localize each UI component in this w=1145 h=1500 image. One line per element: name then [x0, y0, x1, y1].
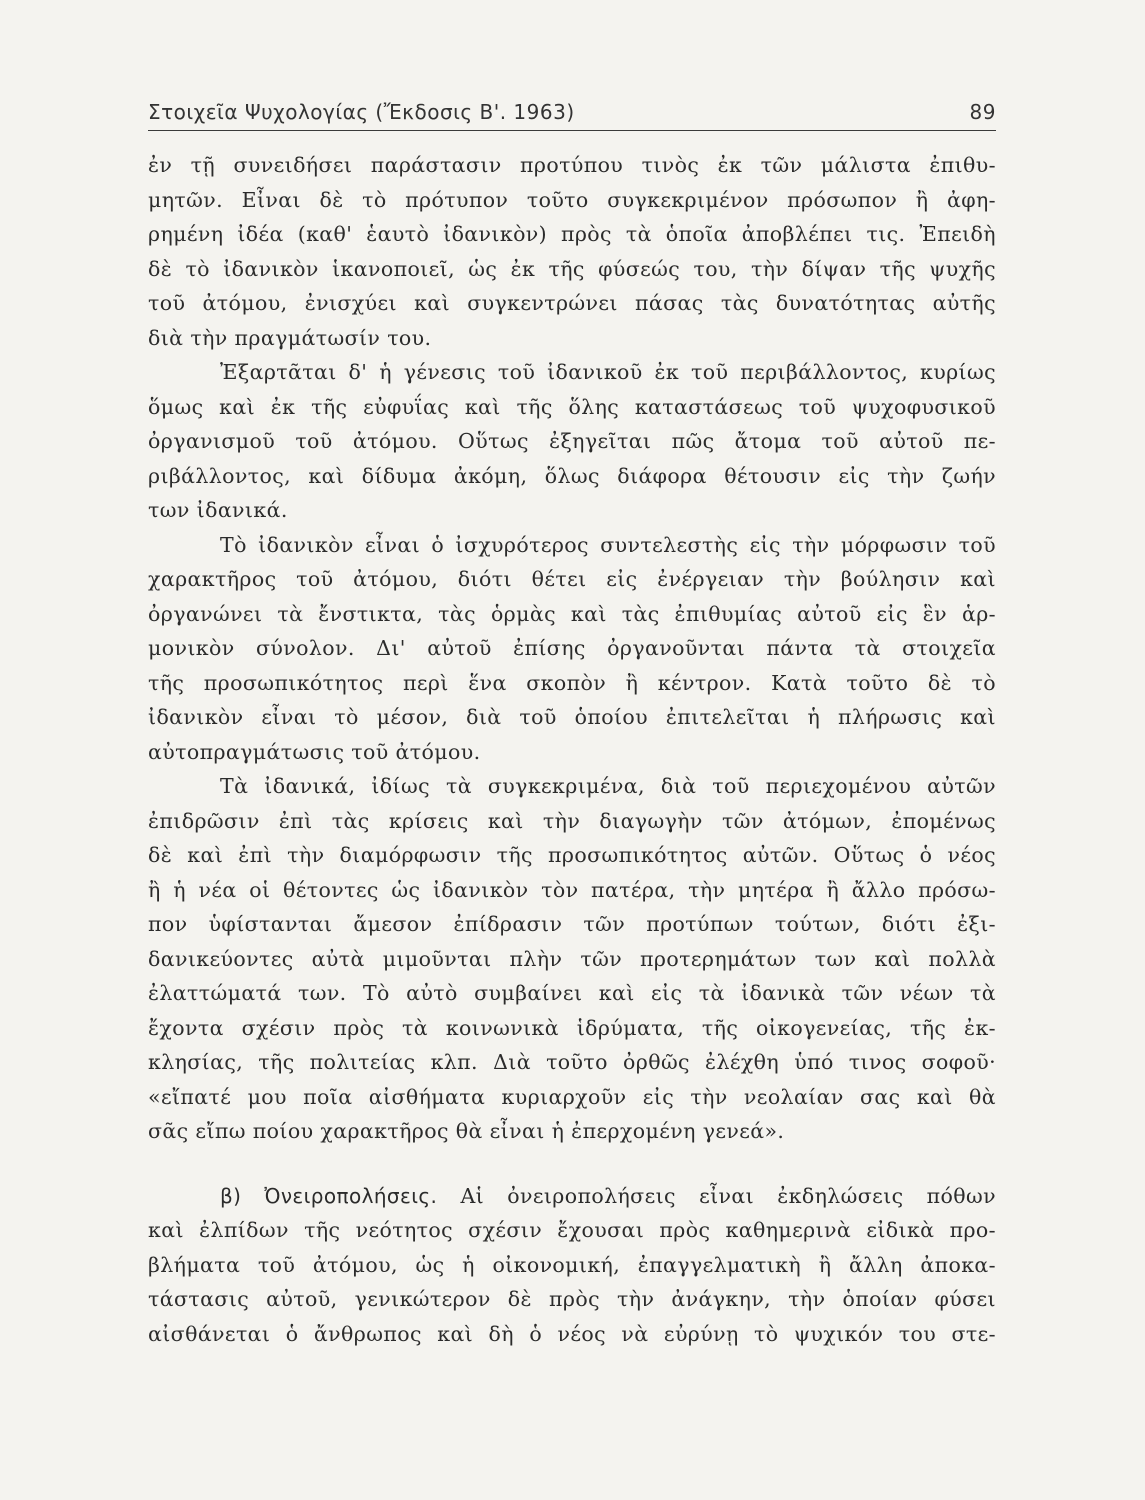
section-heading: β) Ὀνειροπολήσεις.	[220, 1183, 438, 1208]
text-line: καὶ ἐλπίδων τῆς νεότητος σχέσιν ἔχουσαι πρὸς καθημερινὰ εἰδικὰ προ-	[148, 1218, 996, 1242]
text-line: ἐν τῇ συνειδήσει παράστασιν προτύπου τινὸς ἐκ τῶν μάλιστα ἐπιθυ-	[148, 153, 996, 177]
text-line: μητῶν. Εἶναι δὲ τὸ πρότυπον τοῦτο συγκεκριμένον πρόσωπον ἢ ἀφη-	[148, 187, 996, 212]
text-line: Τὰ ἰδανικά, ἰδίως τὰ συγκεκριμένα, διὰ τοῦ περιεχομένου αὐτῶν	[220, 774, 996, 798]
text-line: ὀργανώνει τὰ ἔνστικτα, τὰς ὁρμὰς καὶ τὰς ἐπιθυμίας αὐτοῦ εἰς ἓν ἁρ-	[148, 601, 996, 626]
text-line: δὲ καὶ ἐπὶ τὴν διαμόρφωσιν τῆς προσωπικότητος αὐτῶν. Οὕτως ὁ νέος	[148, 843, 996, 867]
text-line: κλησίας, τῆς πολιτείας κλπ. Διὰ τοῦτο ὀρθῶς ἐλέχθη ὑπό τινος σοφοῦ·	[148, 1050, 996, 1074]
text-line: ριβάλλοντος, καὶ δίδυμα ἀκόμη, ὅλως διάφορα θέτουσιν εἰς τὴν ζωήν	[148, 463, 996, 488]
text-line: δὲ τὸ ἰδανικὸν ἱκανοποιεῖ, ὡς ἐκ τῆς φύσεώς του, τὴν δίψαν τῆς ψυχῆς	[148, 256, 996, 281]
text-line: αὐτοπραγμάτωσις τοῦ ἀτόμου.	[148, 739, 481, 764]
text-line: χαρακτῆρος τοῦ ἀτόμου, διότι θέτει εἰς ἐνέργειαν τὴν βούλησιν καὶ	[148, 567, 996, 591]
text-line: σᾶς εἴπω ποίου χαρακτῆρος θὰ εἶναι ἡ ἐπερχομένη γενεά».	[148, 1119, 785, 1143]
page-number: 89	[969, 100, 996, 124]
text-line: Ἐξαρτᾶται δ' ἡ γένεσις τοῦ ἰδανικοῦ ἐκ τοῦ περιβάλλοντος, κυρίως	[220, 360, 996, 384]
section-spacer	[148, 1149, 996, 1179]
text-line: ὀργανισμοῦ τοῦ ἀτόμου. Οὕτως ἐξηγεῖται πῶς ἄτομα τοῦ αὐτοῦ πε-	[148, 429, 996, 453]
paragraph-1	[148, 148, 996, 355]
text-line: των ἰδανικά.	[148, 498, 288, 522]
text-line: αἰσθάνεται ὁ ἄνθρωπος καὶ δὴ ὁ νέος νὰ εὐρύνῃ τὸ ψυχικόν του στε-	[148, 1321, 996, 1346]
paragraph-2	[148, 355, 996, 528]
text-line: ρημένη ἰδέα (καθ' ἑαυτὸ ἰδανικὸν) πρὸς τὰ ὁποῖα ἀποβλέπει τις. Ἐπειδὴ	[148, 222, 996, 246]
text-line: ὅμως καὶ ἐκ τῆς εὐφυΐας καὶ τῆς ὅλης καταστάσεως τοῦ ψυχοφυσικοῦ	[148, 394, 996, 419]
paragraph-4	[148, 769, 996, 1149]
text-line: ἐλαττώματά των. Τὸ αὐτὸ συμβαίνει καὶ εἰς τὰ ἰδανικὰ τῶν νέων τὰ	[148, 981, 996, 1005]
text-line: «εἴπατέ μου ποῖα αἰσθήματα κυριαρχοῦν εἰς τὴν νεολαίαν σας καὶ θὰ	[148, 1084, 996, 1109]
running-title: Στοιχεῖα Ψυχολογίας (Ἔκδοσις Β'. 1963)	[148, 100, 575, 124]
text-line: μονικὸν σύνολον. Δι' αὐτοῦ ἐπίσης ὀργανοῦνται πάντα τὰ στοιχεῖα	[148, 636, 996, 660]
text-line: ἔχοντα σχέσιν πρὸς τὰ κοινωνικὰ ἱδρύματα, τῆς οἰκογενείας, τῆς ἐκ-	[148, 1015, 996, 1040]
body-text	[148, 148, 996, 1351]
text-line: τάστασις αὐτοῦ, γενικώτερον δὲ πρὸς τὴν ἀνάγκην, τὴν ὁποίαν φύσει	[148, 1287, 996, 1311]
text-line: διὰ τὴν πραγμάτωσίν του.	[148, 325, 432, 350]
text-line: Τὸ ἰδανικὸν εἶναι ὁ ἰσχυρότερος συντελεστὴς εἰς τὴν μόρφωσιν τοῦ	[220, 532, 996, 557]
text-line: δανικεύοντες αὐτὰ μιμοῦνται πλὴν τῶν προτερημάτων των καὶ πολλὰ	[148, 946, 996, 971]
text-line: τοῦ ἀτόμου, ἐνισχύει καὶ συγκεντρώνει πάσας τὰς δυνατότητας αὐτῆς	[148, 291, 996, 315]
section-first-line: Αἱ ὀνειροπολήσεις εἶναι ἐκδηλώσεις πόθων	[460, 1183, 996, 1208]
text-line: τῆς προσωπικότητος περὶ ἕνα σκοπὸν ἢ κέντρον. Κατὰ τοῦτο δὲ τὸ	[148, 670, 996, 695]
text-line: ἢ ἡ νέα οἱ θέτοντες ὡς ἰδανικὸν τὸν πατέρα, τὴν μητέρα ἢ ἄλλο πρόσω-	[148, 877, 996, 902]
text-line	[148, 1179, 996, 1214]
section-paragraph	[148, 1179, 996, 1352]
paragraph-3	[148, 528, 996, 770]
text-line: πον ὑφίστανται ἄμεσον ἐπίδρασιν τῶν προτύπων τούτων, διότι ἐξι-	[148, 912, 996, 936]
running-header	[148, 96, 996, 131]
text-line: ἐπιδρῶσιν ἐπὶ τὰς κρίσεις καὶ τὴν διαγωγὴν τῶν ἀτόμων, ἐπομένως	[148, 808, 996, 833]
text-line: βλήματα τοῦ ἀτόμου, ὡς ἡ οἰκονομική, ἐπαγγελματικὴ ἢ ἄλλη ἀποκα-	[148, 1252, 996, 1277]
text-line: ἰδανικὸν εἶναι τὸ μέσον, διὰ τοῦ ὁποίου ἐπιτελεῖται ἡ πλήρωσις καὶ	[148, 705, 996, 729]
